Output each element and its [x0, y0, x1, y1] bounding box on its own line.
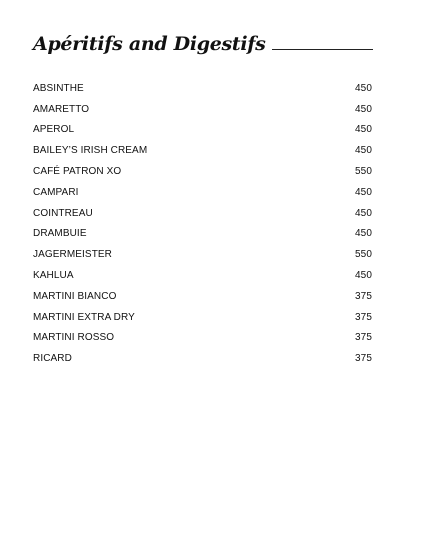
item-name: MARTINI EXTRA DRY: [33, 311, 135, 323]
item-price: 450: [355, 82, 372, 94]
menu-item: [33, 182, 372, 203]
item-name: CAMPARI: [33, 186, 79, 198]
item-name: ABSINTHE: [33, 82, 84, 94]
menu-item: [33, 203, 372, 224]
menu-item: [33, 120, 372, 141]
menu-item: [33, 328, 372, 349]
item-price: 450: [355, 207, 372, 219]
menu-item: [33, 78, 372, 99]
menu-item: [33, 244, 372, 265]
item-price: 550: [355, 166, 372, 178]
item-price: 450: [355, 228, 372, 240]
item-price: 450: [355, 145, 372, 157]
item-name: JAGERMEISTER: [33, 249, 112, 261]
menu-item: [33, 348, 372, 369]
item-price: 375: [355, 311, 372, 323]
section-heading: [33, 26, 373, 54]
menu-item: [33, 224, 372, 245]
menu-item: [33, 265, 372, 286]
item-name: AMARETTO: [33, 103, 90, 115]
item-name: COINTREAU: [33, 207, 93, 219]
section-title: Apéritifs and Digestifs: [33, 33, 266, 55]
item-price: 450: [355, 103, 372, 115]
item-name: DRAMBUIE: [33, 228, 87, 240]
item-name: KAHLUA: [33, 270, 74, 282]
item-price: 450: [355, 270, 372, 282]
item-name: MARTINI BIANCO: [33, 290, 117, 302]
menu-item: [33, 99, 372, 120]
item-name: APEROL: [33, 124, 75, 136]
item-price: 550: [355, 249, 372, 261]
item-price: 450: [355, 186, 372, 198]
item-price: 450: [355, 124, 372, 136]
menu-list: [33, 78, 372, 369]
menu-item: [33, 161, 372, 182]
item-price: 375: [355, 353, 372, 365]
item-name: MARTINI ROSSO: [33, 332, 115, 344]
menu-item: [33, 307, 372, 328]
menu-item: [33, 140, 372, 161]
item-name: BAILEY’S IRISH CREAM: [33, 145, 148, 157]
item-price: 375: [355, 332, 372, 344]
item-price: 375: [355, 290, 372, 302]
item-name: CAFÉ PATRON XO: [33, 166, 122, 178]
item-name: RICARD: [33, 353, 72, 365]
title-underline: [272, 49, 373, 50]
menu-item: [33, 286, 372, 307]
